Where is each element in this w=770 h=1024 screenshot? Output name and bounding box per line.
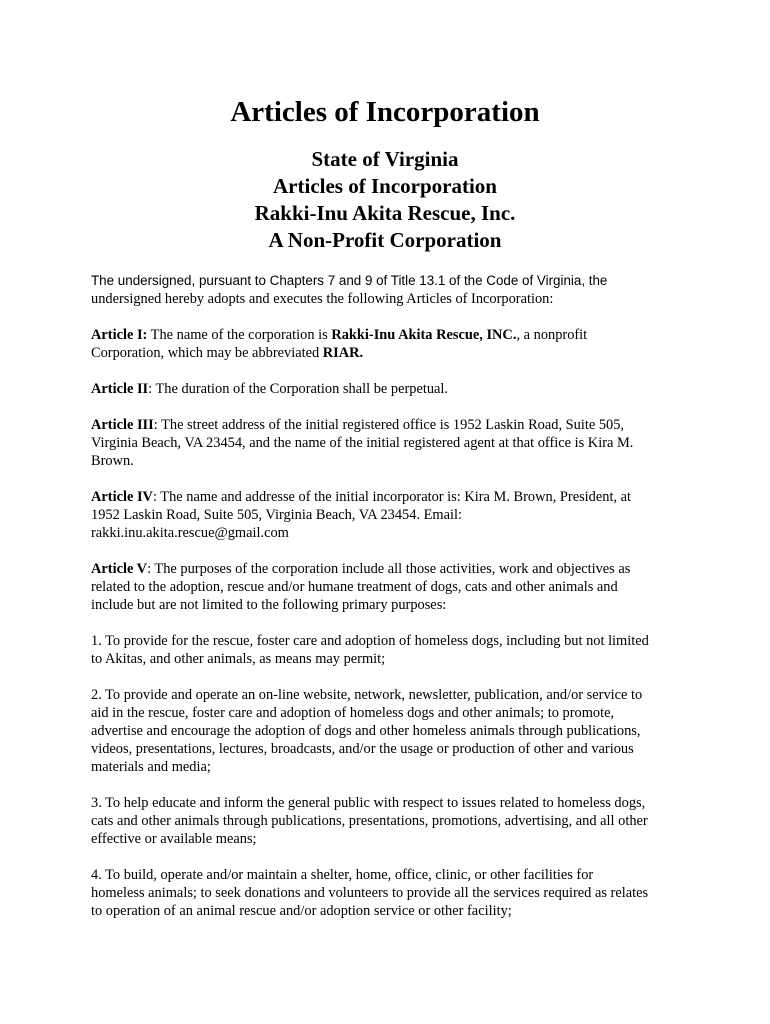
purpose-3-line: 3. To help educate and inform the general public with respect to issues related to homeless dogs,	[91, 795, 646, 811]
article-3-label: Article III	[91, 417, 154, 433]
purpose-4-line: to operation of an animal rescue and/or adoption service or other facility;	[91, 903, 512, 919]
article-2-text: : The duration of the Corporation shall be perpetual.	[148, 381, 449, 397]
subtitle-line-corp-type: A Non-Profit Corporation	[268, 228, 502, 252]
purpose-2-line: videos, presentations, lectures, broadcasts, and/or the usage or production of other and various	[91, 741, 634, 757]
purpose-1-line: to Akitas, and other animals, as means may permit;	[91, 651, 386, 667]
article-4-label: Article IV	[91, 489, 153, 505]
document-title: Articles of Incorporation	[230, 96, 540, 128]
intro-line-2: undersigned hereby adopts and executes the following Articles of Incorporation:	[91, 291, 554, 307]
article-3-line-1: : The street address of the initial registered office is 1952 Laskin Road, Suite 505,	[153, 417, 625, 433]
subtitle-line-doc-type: Articles of Incorporation	[273, 174, 497, 198]
purpose-1-line: 1. To provide for the rescue, foster care and adoption of homeless dogs, including but not limited	[91, 633, 649, 649]
purpose-2-line: 2. To provide and operate an on-line website, network, newsletter, publication, and/or service to	[91, 687, 643, 703]
article-1	[91, 326, 691, 362]
article-1-text-b: , a nonprofit	[516, 327, 588, 343]
article-1-abbreviation: RIAR.	[322, 345, 364, 361]
purpose-2-line: aid in the rescue, foster care and adoption of homeless dogs and other animals; to promote,	[91, 705, 615, 721]
subtitle-line-state: State of Virginia	[311, 147, 459, 171]
purpose-3	[91, 794, 691, 848]
purpose-2-line: materials and media;	[91, 759, 211, 775]
article-3-line-2: Virginia Beach, VA 23454, and the name of the initial registered agent at that office is Kira M.	[91, 435, 634, 451]
article-5-line-1: : The purposes of the corporation include all those activities, work and objectives as	[147, 561, 631, 577]
purpose-4-line: 4. To build, operate and/or maintain a shelter, home, office, clinic, or other facilities for	[91, 867, 594, 883]
article-1-text-a: The name of the corporation is	[147, 327, 332, 343]
intro-paragraph	[91, 272, 691, 308]
purpose-4-line: homeless animals; to seek donations and volunteers to provide all the services required as relates	[91, 885, 649, 901]
article-1-label: Article I:	[91, 327, 148, 343]
article-2-label: Article II	[91, 381, 149, 397]
subtitle-line-corp-name: Rakki-Inu Akita Rescue, Inc.	[254, 201, 516, 225]
document-subtitle	[0, 146, 770, 254]
article-1-text-c: Corporation, which may be abbreviated	[91, 345, 323, 361]
intro-line-1: The undersigned, pursuant to Chapters 7 and 9 of Title 13.1 of the Code of Virginia, the	[91, 273, 608, 288]
article-4-line-2: 1952 Laskin Road, Suite 505, Virginia Beach, VA 23454. Email:	[91, 507, 463, 523]
purpose-1	[91, 632, 691, 668]
purpose-3-line: effective or available means;	[91, 831, 257, 847]
purpose-4	[91, 866, 691, 920]
article-5-label: Article V	[91, 561, 148, 577]
article-4-line-1: : The name and addresse of the initial incorporator is: Kira M. Brown, President, at	[152, 489, 632, 505]
article-5	[91, 560, 691, 614]
article-5-line-2: related to the adoption, rescue and/or humane treatment of dogs, cats and other animals and	[91, 579, 618, 595]
article-3-line-3: Brown.	[91, 453, 134, 469]
article-3	[91, 416, 691, 470]
purpose-3-line: cats and other animals through publications, presentations, promotions, advertising, and all other	[91, 813, 648, 829]
purpose-2	[91, 686, 691, 776]
article-4-email: rakki.inu.akita.rescue@gmail.com	[91, 525, 289, 541]
article-5-line-3: include but are not limited to the following primary purposes:	[91, 597, 447, 613]
purpose-2-line: advertise and encourage the adoption of dogs and other homeless animals through publications,	[91, 723, 641, 739]
article-2	[91, 380, 691, 398]
article-1-corp-name: Rakki-Inu Akita Rescue, INC.	[331, 327, 517, 343]
document-body	[91, 272, 691, 938]
article-4	[91, 488, 691, 542]
